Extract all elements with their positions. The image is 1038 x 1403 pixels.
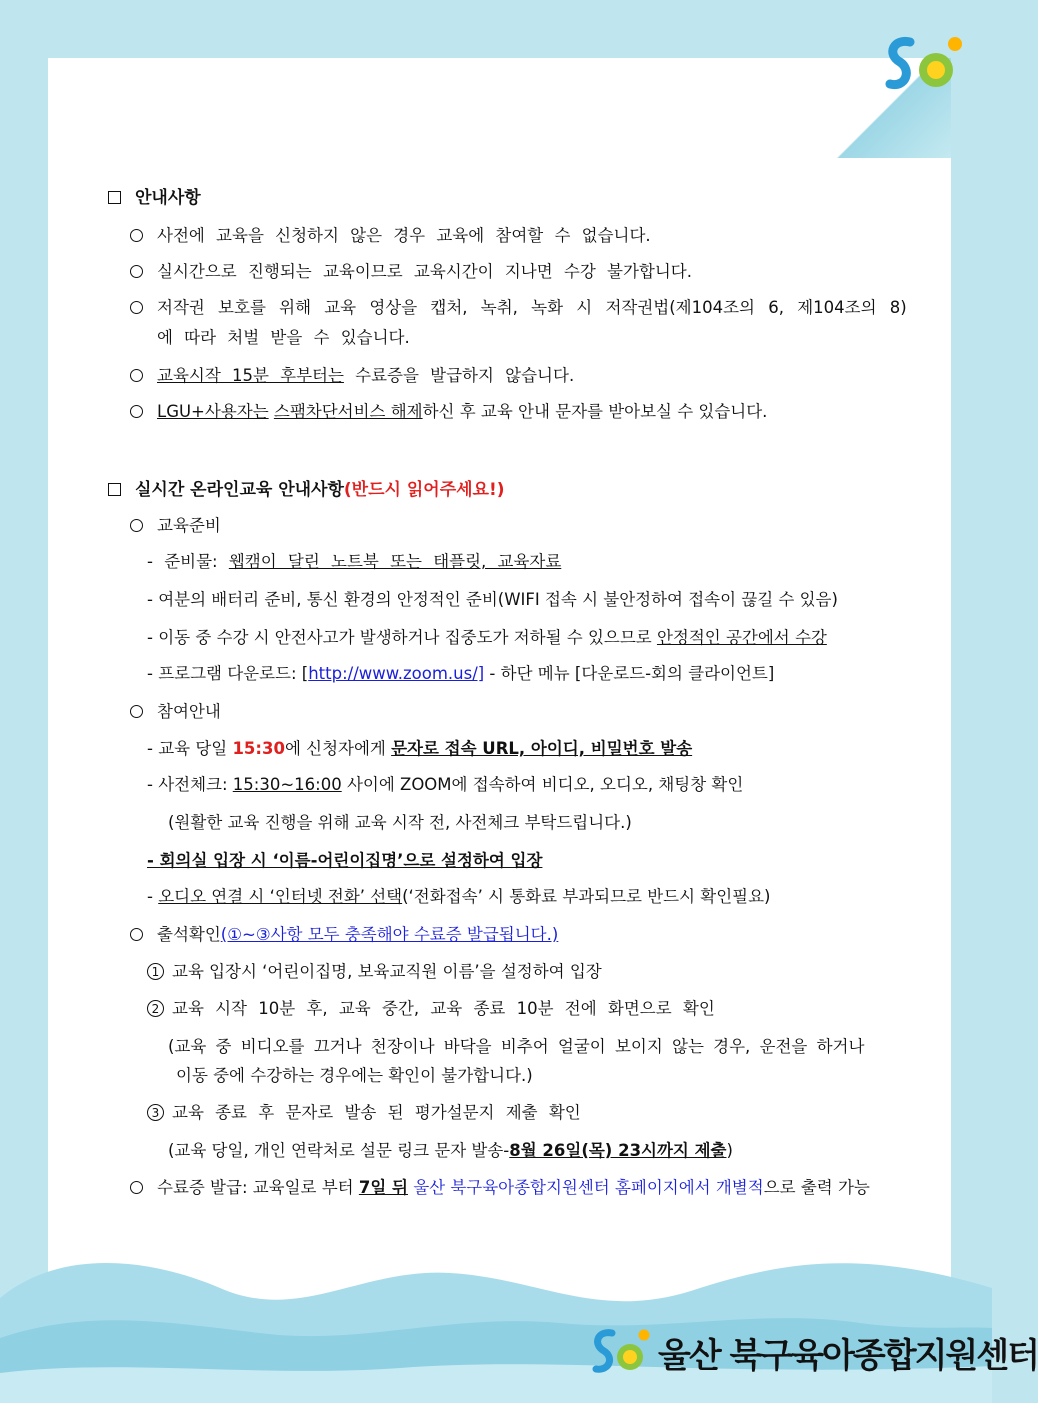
circle-bullet-icon	[130, 265, 143, 278]
participation-line-5: - 오디오 연결 시 ‘인터넷 전화’ 선택(‘전화접속’ 시 통화료 부과되므로 반드시 확인필요)	[147, 887, 771, 906]
prep-line-1: - 준비물: 웹캠이 달린 노트북 또는 태플릿, 교육자료	[147, 552, 562, 571]
attendance-item-2: 2 교육 시작 10분 후, 교육 중간, 교육 종료 10분 전에 화면으로 확인	[147, 997, 715, 1021]
attendance-item-3: 3 교육 종료 후 문자로 발송 된 평가설문지 제출 확인	[147, 1101, 581, 1125]
attendance-title: 출석확인(①~③사항 모두 충족해야 수료증 발급됩니다.)	[130, 923, 558, 947]
circle-bullet-icon	[130, 1181, 143, 1194]
circled-number-2: 2	[147, 1000, 164, 1017]
footer-logo	[590, 1325, 1038, 1380]
participation-line-4: - 회의실 입장 시 ‘이름-어린이집명’으로 설정하여 입장	[147, 851, 543, 870]
section-heading-online: 실시간 온라인교육 안내사항(반드시 읽어주세요!)	[108, 478, 505, 502]
prep-line-3: - 이동 중 수강 시 안전사고가 발생하거나 집중도가 저하될 수 있으므로 안정적인 공간에서 수강	[147, 628, 827, 647]
participation-line-3: (원활한 교육 진행을 위해 교육 시작 전, 사전체크 부탁드립니다.)	[168, 813, 632, 832]
circle-bullet-icon	[130, 229, 143, 242]
notice-item-1: 사전에 교육을 신청하지 않은 경우 교육에 참여할 수 없습니다.	[130, 224, 651, 248]
attendance-item-1: 1 교육 입장시 ‘어린이집명, 보육교직원 이름’을 설정하여 입장	[147, 960, 602, 984]
circle-bullet-icon	[130, 369, 143, 382]
circled-number-1: 1	[147, 963, 164, 980]
attendance-item-3-note: (교육 당일, 개인 연락처로 설문 링크 문자 발송-8월 26일(목) 23시까지 제출)	[168, 1141, 733, 1160]
circle-bullet-icon	[130, 405, 143, 418]
participation-line-2: - 사전체크: 15:30~16:00 사이에 ZOOM에 접속하여 비디오, 오디오, 채팅창 확인	[147, 775, 744, 794]
prep-line-4: - 프로그램 다운로드: [http://www.zoom.us/] - 하단 메뉴 [다운로드-회의 클라이언트]	[147, 664, 775, 683]
center-name: 울산 북구육아종합지원센터	[658, 1336, 1038, 1376]
square-bullet-icon	[108, 191, 121, 204]
zoom-download-link[interactable]: http://www.zoom.us/]	[308, 664, 485, 683]
circle-bullet-icon	[130, 301, 143, 314]
attendance-item-2-note-1: (교육 중 비디오를 끄거나 천장이나 바닥을 비추어 얼굴이 보이지 않는 경우, 운전을 하거나	[168, 1037, 865, 1056]
notice-item-4: 교육시작 15분 후부터는 수료증을 발급하지 않습니다.	[130, 364, 574, 388]
notice-item-2: 실시간으로 진행되는 교육이므로 교육시간이 지나면 수강 불가합니다.	[130, 260, 692, 284]
notice-item-3: 저작권 보호를 위해 교육 영상을 캡처, 녹취, 녹화 시 저작권법(제104조의 6, 제104조의 8)	[130, 296, 907, 320]
participation-title: 참여안내	[130, 700, 221, 724]
center-logo-icon	[880, 30, 970, 100]
notice-item-5: LGU+사용자는 스팸차단서비스 해제하신 후 교육 안내 문자를 받아보실 수 있습니다.	[130, 400, 767, 424]
square-bullet-icon	[108, 483, 121, 496]
certificate-line: 수료증 발급: 교육일로 부터 7일 뒤 울산 북구육아종합지원센터 홈페이지에서 개별적으로 출력 가능	[130, 1176, 870, 1200]
center-logo-icon	[590, 1325, 652, 1380]
prep-line-2: - 여분의 배터리 준비, 통신 환경의 안정적인 준비(WIFI 접속 시 불안정하여 접속이 끊길 수 있음)	[147, 590, 838, 609]
participation-line-1: - 교육 당일 15:30에 신청자에게 문자로 접속 URL, 아이디, 비밀번호 발송	[147, 739, 693, 758]
prep-title: 교육준비	[130, 514, 221, 538]
circled-number-3: 3	[147, 1104, 164, 1121]
circle-bullet-icon	[130, 705, 143, 718]
circle-bullet-icon	[130, 519, 143, 532]
section-heading-notice: 안내사항	[108, 186, 201, 210]
circle-bullet-icon	[130, 928, 143, 941]
notice-item-3-cont: 에 따라 처벌 받을 수 있습니다.	[157, 328, 410, 347]
attendance-item-2-note-2: 이동 중에 수강하는 경우에는 확인이 불가합니다.)	[176, 1066, 533, 1085]
